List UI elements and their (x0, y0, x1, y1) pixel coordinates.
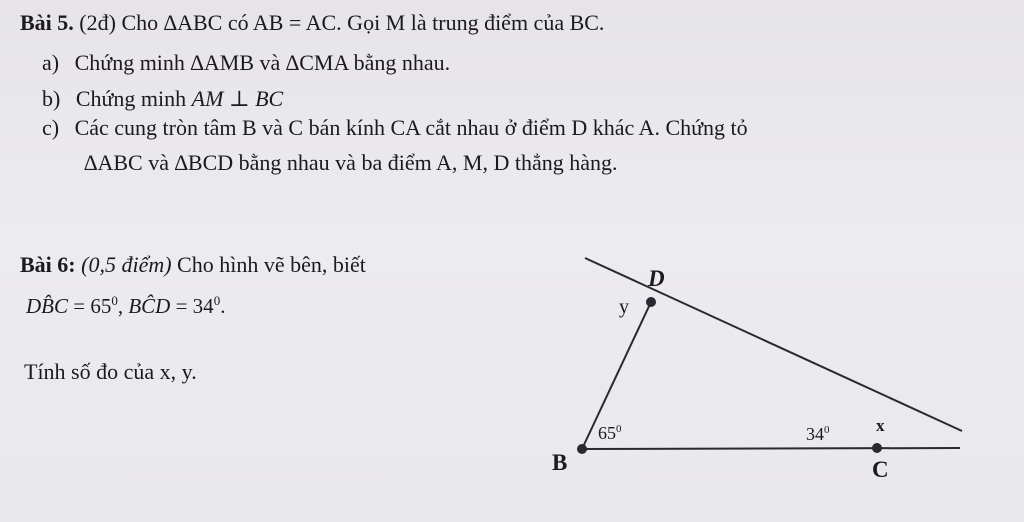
degree-mark: 0 (616, 423, 622, 435)
point-c (872, 443, 882, 453)
angle-bcd-value: = 34 (170, 294, 214, 318)
part-a-text: Chứng minh ∆AMB và ∆CMA bằng nhau. (74, 50, 451, 75)
label-b: B (552, 450, 568, 475)
part-a-marker: a) (42, 50, 60, 75)
angle-b-label (598, 423, 622, 444)
degree-mark: 0 (213, 293, 221, 308)
part-b-text: Chứng minh (75, 86, 192, 111)
part-c-text-1: Các cung tròn tâm B và C bán kính CA cắt nhau ở điểm D khác A. Chứng tỏ (74, 115, 748, 140)
label-y: y (619, 296, 629, 318)
bai5-label: Bài 5. (20, 10, 74, 35)
angle-c-label (806, 424, 830, 445)
point-b (577, 444, 587, 454)
angle-b-value: 65 (598, 423, 616, 443)
point-d (646, 297, 656, 307)
label-c: C (872, 457, 889, 482)
degree-mark: 0 (824, 424, 830, 436)
angle-c-value: 34 (806, 424, 824, 444)
label-d: D (648, 266, 665, 291)
angle-bcd-name: BĈD (128, 294, 171, 318)
angle-dbc-name: DB̂C (26, 294, 68, 318)
degree-mark: 0 (111, 293, 118, 308)
line-through-d-c (585, 258, 962, 431)
bai6-question: Tính số đo của x, y. (24, 359, 197, 384)
given-end: . (220, 294, 226, 318)
part-c-text-2: ∆ABC và ∆BCD bằng nhau và ba điểm A, M, D thẳng hàng. (84, 150, 618, 175)
bai6-points: (0,5 điểm) (75, 252, 172, 277)
label-x: x (876, 416, 885, 435)
part-b-marker: b) (42, 86, 61, 111)
bai6-label: Bài 6: (20, 252, 76, 277)
given-separator: , (117, 294, 129, 318)
bai5-statement: (2đ) Cho ∆ABC có AB = AC. Gọi M là trung điểm của BC. (73, 10, 605, 35)
angle-dbc-value: = 65 (68, 294, 112, 318)
part-b-formula: AM ⊥ BC (191, 86, 284, 111)
line-through-b-c (582, 448, 960, 449)
bai6-statement: Cho hình vẽ bên, biết (171, 252, 366, 277)
part-c-marker: c) (42, 115, 60, 140)
